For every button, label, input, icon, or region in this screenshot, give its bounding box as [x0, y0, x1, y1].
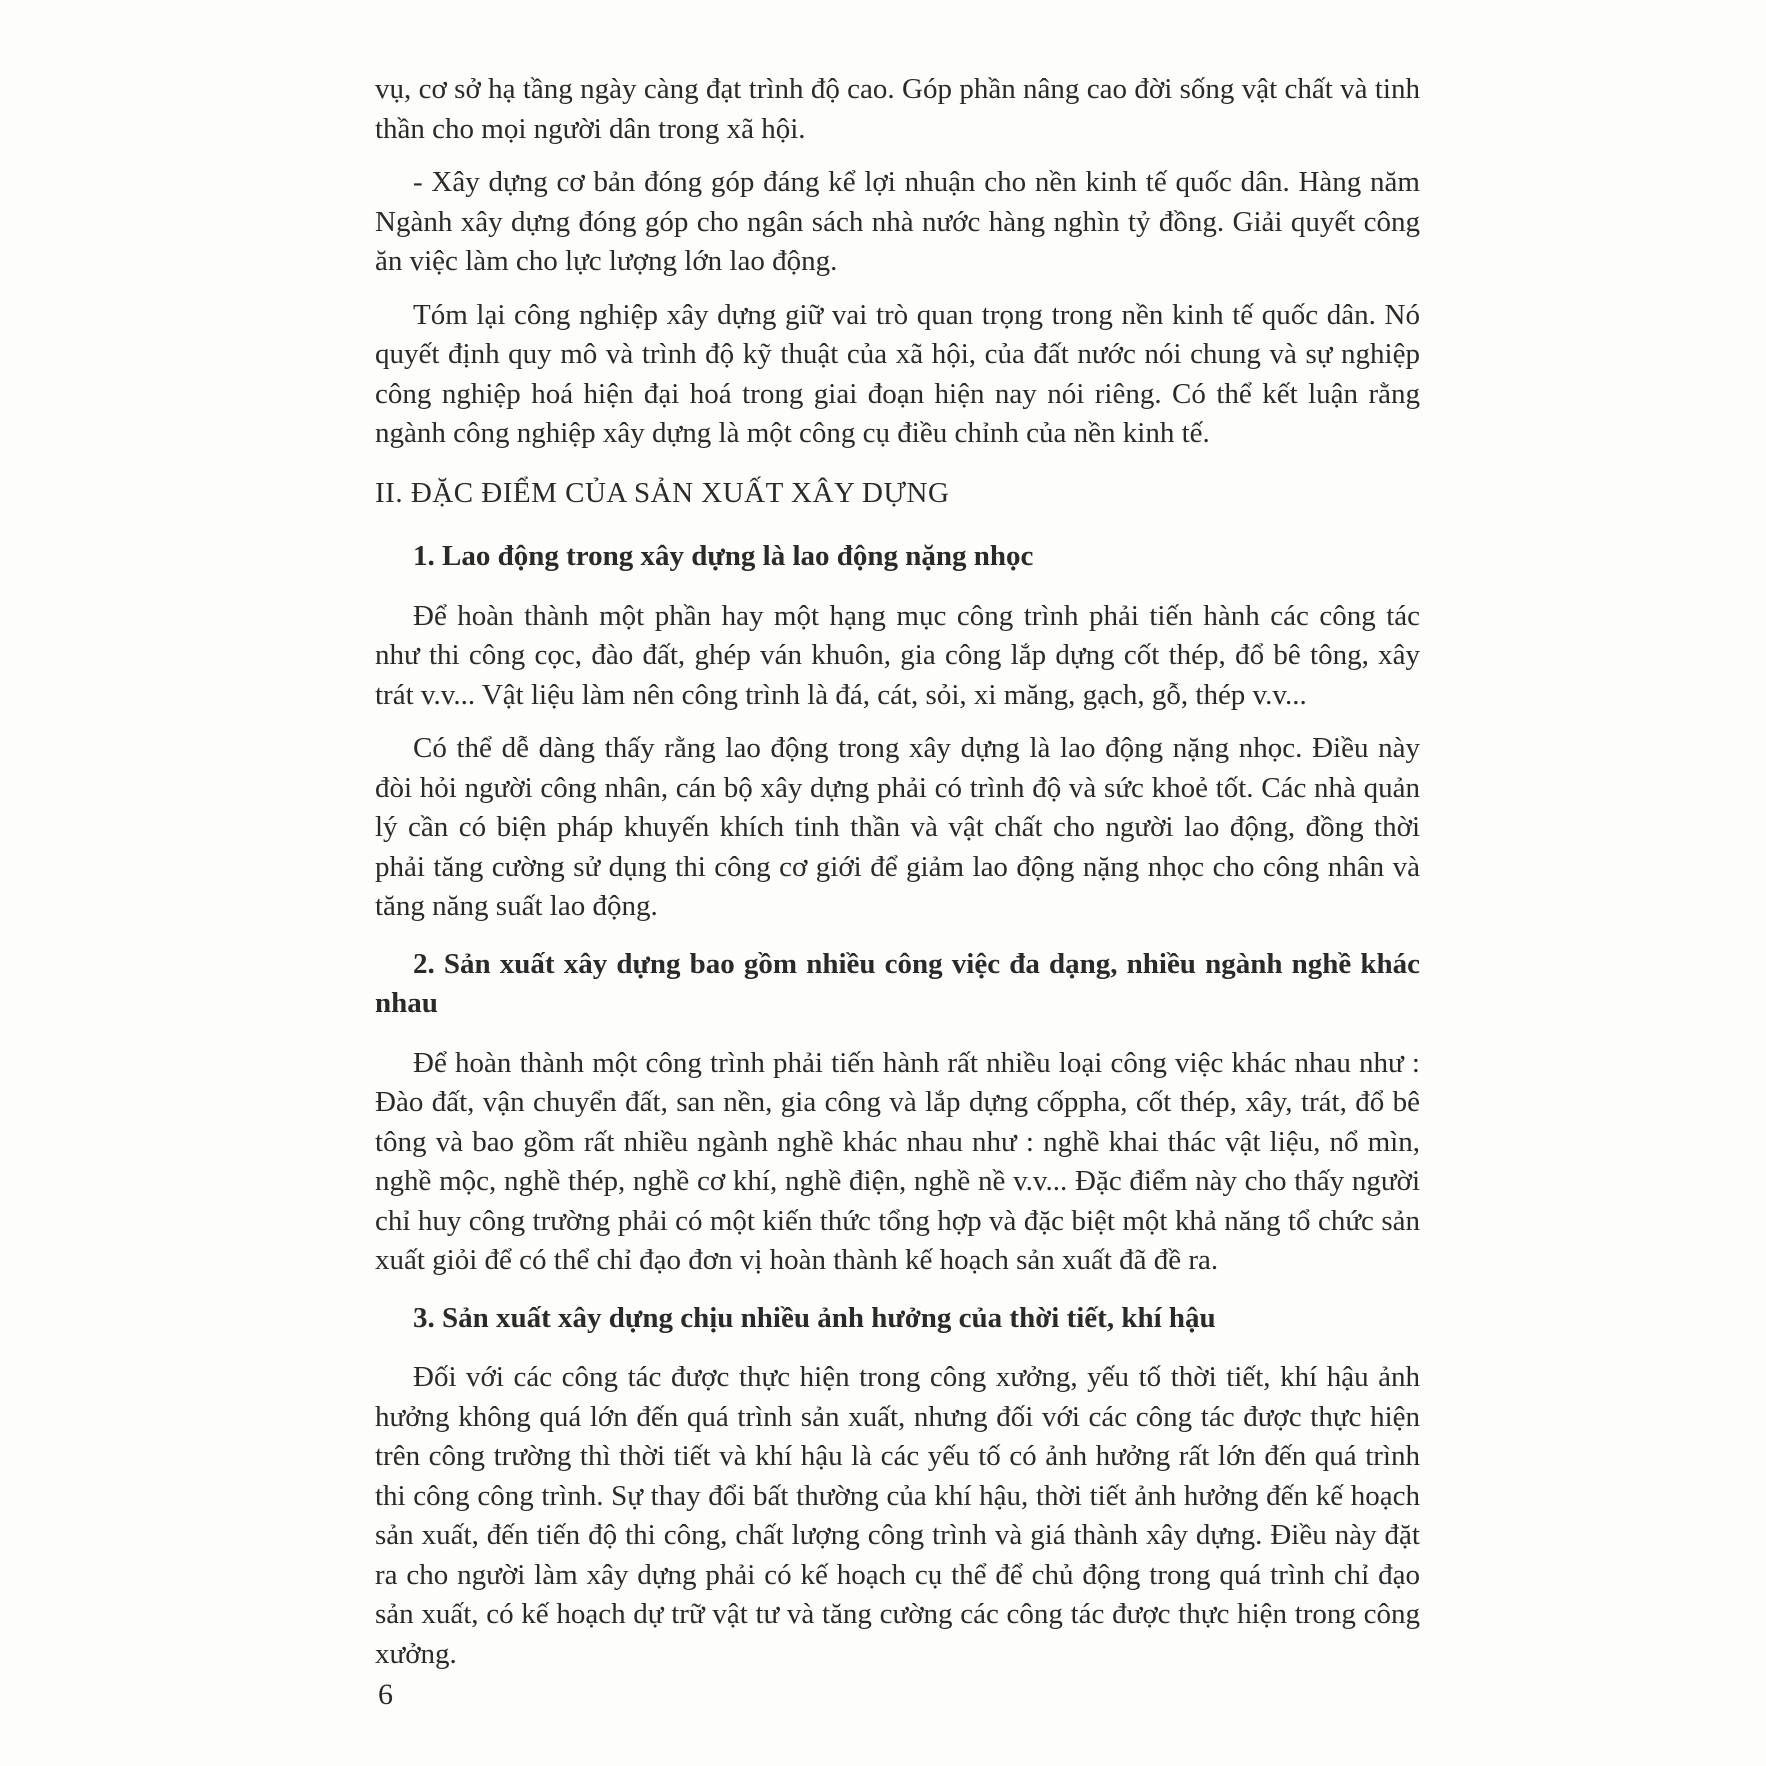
paragraph-summary: Tóm lại công nghiệp xây dựng giữ vai trò quan trọng trong nền kinh tế quốc dân. Nó quyết định quy mô và trình độ kỹ thuật của xã hội, của đất nước nói chung và sự nghiệp công nghiệp hoá hiện đại hoá trong giai đoạn hiện nay nói riêng. Có thể kết luận rằng ngành công nghiệp xây dựng là một công cụ điều chỉnh của nền kinh tế. [375, 298, 1420, 449]
page-number: 6 [378, 1678, 393, 1711]
section-heading: II. ĐẶC ĐIỂM CỦA SẢN XUẤT XÂY DỰNG [375, 476, 950, 509]
subsection-1-heading: 1. Lao động trong xây dựng là lao động nặng nhọc [413, 540, 1034, 572]
subsection-2-heading: 2. Sản xuất xây dựng bao gồm nhiều công việc đa dạng, nhiều ngành nghề khác nhau [375, 947, 1420, 1019]
subsection-2-paragraph-1: Để hoàn thành một công trình phải tiến hành rất nhiều loại công việc khác nhau như : Đào đất, vận chuyển đất, san nền, gia công và lắp dựng cốppha, cốt thép, xây, trát, đổ bê tông và bao gồm rất nhiều ngành nghề khác nhau như : nghề khai thác vật liệu, nổ mìn, nghề mộc, nghề thép, nghề cơ khí, nghề điện, nghề nề v.v... Đặc điểm này cho thấy người chỉ huy công trường phải có một kiến thức tổng hợp và đặc biệt một khả năng tổ chức sản xuất giỏi để có thể chỉ đạo đơn vị hoàn thành kế hoạch sản xuất đã đề ra. [375, 1046, 1420, 1276]
subsection-3-heading: 3. Sản xuất xây dựng chịu nhiều ảnh hưởng của thời tiết, khí hậu [413, 1301, 1216, 1334]
subsection-1-paragraph-1: Để hoàn thành một phần hay một hạng mục công trình phải tiến hành các công tác như thi công cọc, đào đất, ghép ván khuôn, gia công lắp dựng cốt thép, đổ bê tông, xây trát v.v... Vật liệu làm nên công trình là đá, cát, sỏi, xi măng, gạch, gỗ, thép v.v... [375, 599, 1420, 711]
subsection-3-paragraph-1: Đối với các công tác được thực hiện trong công xưởng, yếu tố thời tiết, khí hậu ảnh hưởng không quá lớn đến quá trình sản xuất, nhưng đối với các công tác được thực hiện trên công trường thì thời tiết và khí hậu là các yếu tố có ảnh hưởng rất lớn đến quá trình thi công công trình. Sự thay đổi bất thường của khí hậu, thời tiết ảnh hưởng đến kế hoạch sản xuất, đến tiến độ thi công, chất lượng công trình và giá thành xây dựng. Điều này đặt ra cho người làm xây dựng phải có kế hoạch cụ thể để chủ động trong quá trình chỉ đạo sản xuất, có kế hoạch dự trữ vật tư và tăng cường các công tác được thực hiện trong công xưởng. [375, 1361, 1420, 1670]
subsection-1-paragraph-2: Có thể dễ dàng thấy rằng lao động trong xây dựng là lao động nặng nhọc. Điều này đòi hỏi người công nhân, cán bộ xây dựng phải có trình độ và sức khoẻ tốt. Các nhà quản lý cần có biện pháp khuyến khích tinh thần và vật chất cho người lao động, đồng thời phải tăng cường sử dụng thi công cơ giới để giảm lao động nặng nhọc cho công nhân và tăng năng suất lao động. [375, 732, 1420, 922]
paragraph-continuation: vụ, cơ sở hạ tầng ngày càng đạt trình độ cao. Góp phần nâng cao đời sống vật chất và tinh thần cho mọi người dân trong xã hội. [375, 73, 1420, 145]
paragraph-contribution: - Xây dựng cơ bản đóng góp đáng kể lợi nhuận cho nền kinh tế quốc dân. Hàng năm Ngành xây dựng đóng góp cho ngân sách nhà nước hàng nghìn tỷ đồng. Giải quyết công ăn việc làm cho lực lượng lớn lao động. [375, 166, 1420, 277]
page-text-body [375, 70, 1420, 1688]
